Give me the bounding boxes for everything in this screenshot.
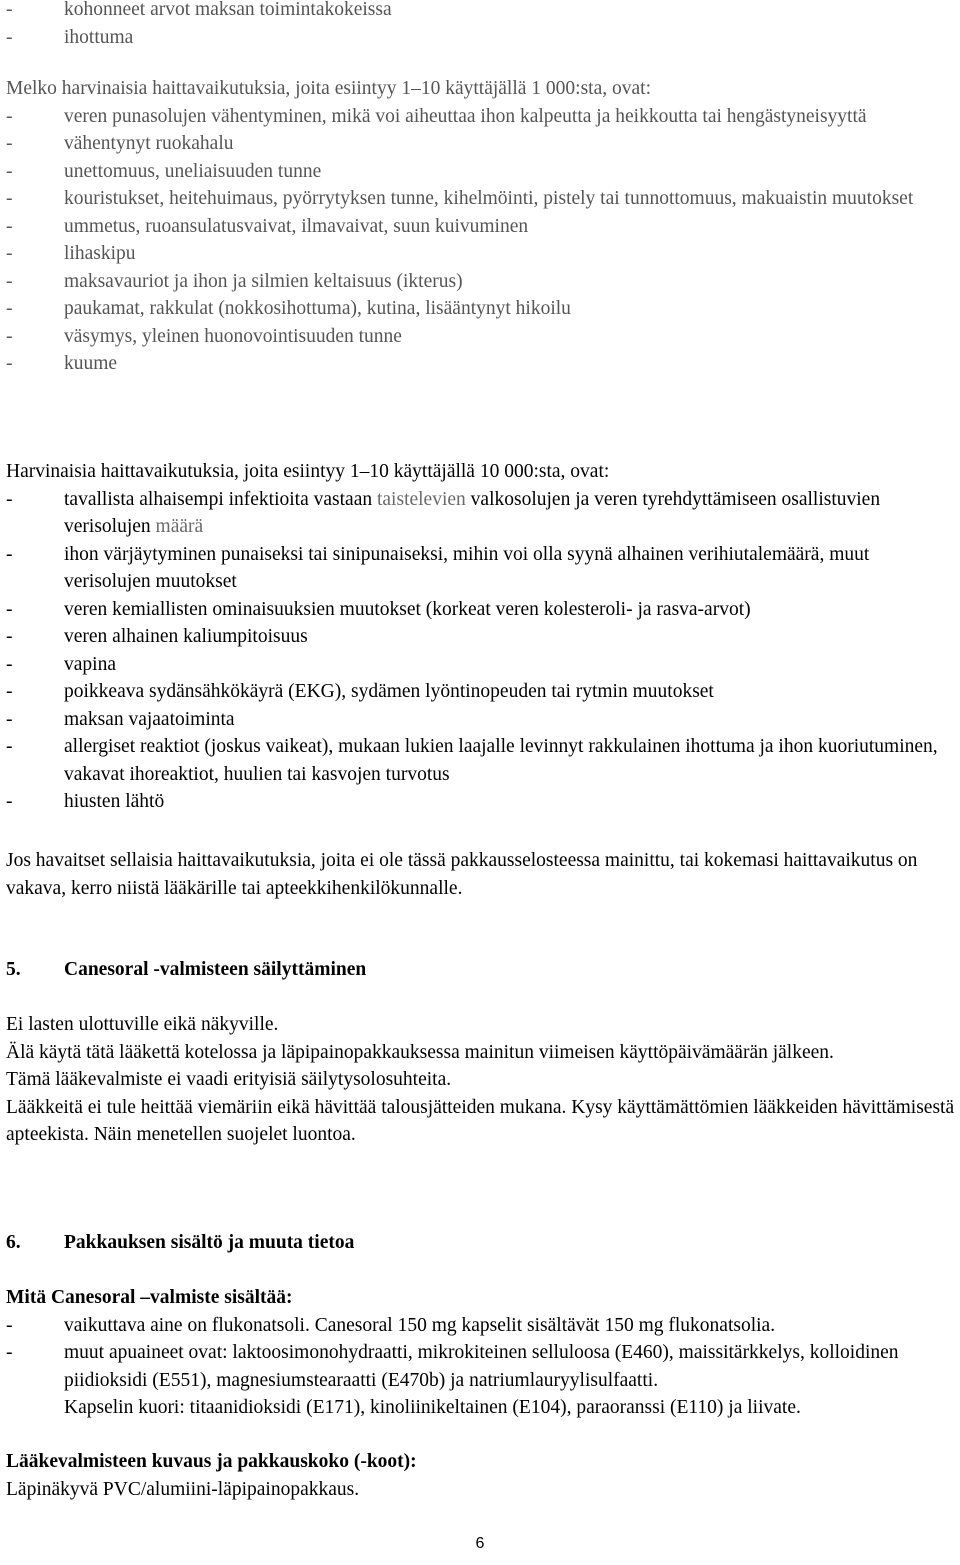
storage-line: Tämä lääkevalmiste ei vaadi erityisiä säilytysolosuhteita. [6, 1069, 452, 1090]
list-item: - maksan vajaatoiminta [6, 706, 956, 734]
list-item: - poikkeava sydänsähkökäyrä (EKG), sydämen lyöntinopeuden tai rytmin muutokset [6, 678, 956, 706]
capsule-shell-text: Kapselin kuori: titaanidioksidi (E171), kinoliinikeltainen (E104), paraoranssi (E110) ja liivate. [64, 1397, 801, 1418]
rare-item-1-part-a: tavallista alhaisempi infektioita vastaan [64, 488, 377, 510]
rare-side-effects-section [6, 458, 956, 816]
rare-item-1-part-d: määrä [155, 516, 204, 537]
rare-intro: Harvinaisia haittavaikutuksia, joita esiintyy 1–10 käyttäjällä 10 000:sta, ovat: [6, 461, 610, 482]
rare-item-1-part-b: taistelevien [376, 488, 466, 510]
contents-heading: Mitä Canesoral –valmiste sisältää: [6, 1287, 293, 1308]
list-item: - veren punasolujen vähentyminen, mikä voi aiheuttaa ihon kalpeutta ja heikkoutta tai hengästyneisyyttä [6, 103, 956, 131]
top-side-effects-list [6, 0, 956, 51]
uncommon-intro: Melko harvinaisia haittavaikutuksia, joita esiintyy 1–10 käyttäjällä 1 000:sta, ovat: [6, 78, 651, 99]
section-5-title: Canesoral -valmisteen säilyttäminen [64, 959, 367, 980]
list-item: - veren alhainen kaliumpitoisuus [6, 623, 956, 651]
list-item: - muut apuaineet ovat: laktoosimonohydraatti, mikrokiteinen selluloosa (E460), maissitärkkelys, kolloidinen piidioksidi (E551), magnesiumstearaatti (E470b) ja natriumlauryylisulfaatti. [6, 1339, 956, 1394]
list-item: - vähentynyt ruokahalu [6, 130, 956, 158]
section-5-number: 5. [6, 959, 21, 980]
list-item: - ihottuma [6, 24, 956, 52]
list-item: - kuume [6, 350, 956, 378]
section-6-title: Pakkauksen sisältö ja muuta tietoa [64, 1232, 355, 1253]
list-item: - hiusten lähtö [6, 788, 956, 816]
rare-item-1-part-c: valkosolujen ja veren tyrehdyttämiseen osallistuvien verisolujen [64, 488, 881, 537]
report-text: Jos havaitset sellaisia haittavaikutuksia, joita ei ole tässä pakkausselosteessa mainittu, tai kokemasi haittavaikutus on vakava, kerro niistä lääkärille tai apteekkihenkilökunnalle. [6, 850, 918, 899]
list-item: - vaikuttava aine on flukonatsoli. Canesoral 150 mg kapselit sisältävät 150 mg flukonatsolia. [6, 1312, 956, 1340]
list-item: - kouristukset, heitehuimaus, pyörrytyksen tunne, kihelmöinti, pistely tai tunnottomuus, makuaistin muutokset [6, 185, 956, 213]
storage-line: Älä käytä tätä lääkettä kotelossa ja läpipainopakkauksessa mainitun viimeisen käyttöpäivämäärän jälkeen. [6, 1041, 834, 1063]
list-item: - ihon värjäytyminen punaiseksi tai sinipunaiseksi, mihin voi olla syynä alhainen verihiutalemäärä, muut verisolujen muutokset [6, 541, 956, 596]
list-item: - unettomuus, uneliaisuuden tunne [6, 158, 956, 186]
list-item: - kohonneet arvot maksan toimintakokeissa [6, 0, 956, 24]
package-text: Läpinäkyvä PVC/alumiini-läpipainopakkaus. [6, 1478, 360, 1500]
list-item: - ummetus, ruoansulatusvaivat, ilmavaivat, suun kuivuminen [6, 213, 956, 241]
package-section [6, 1448, 956, 1503]
section-6-heading [6, 1229, 956, 1257]
list-item: - allergiset reaktiot (joskus vaikeat), mukaan lukien laajalle levinnyt rakkulainen ihottuma ja ihon kuoriutuminen, vakavat ihoreaktiot, huulien tai kasvojen turvotus [6, 733, 956, 788]
section-5-heading [6, 956, 956, 984]
storage-line: Ei lasten ulottuville eikä näkyville. [6, 1014, 279, 1035]
package-heading: Lääkevalmisteen kuvaus ja pakkauskoko (-koot): [6, 1451, 417, 1472]
section-6-number: 6. [6, 1232, 21, 1253]
uncommon-side-effects-section [6, 75, 956, 378]
contents-section [6, 1284, 956, 1422]
report-paragraph [6, 847, 956, 902]
storage-line: Lääkkeitä ei tule heittää viemäriin eikä hävittää talousjätteiden mukana. Kysy käyttämättömien lääkkeiden hävittämisestä apteekista. Näin menetellen suojelet luontoa. [6, 1096, 955, 1145]
list-item [6, 486, 956, 541]
section-5-body [6, 1011, 956, 1149]
list-item: - veren kemiallisten ominaisuuksien muutokset (korkeat veren kolesteroli- ja rasva-arvot) [6, 596, 956, 624]
list-item: - lihaskipu [6, 240, 956, 268]
list-item: - maksavauriot ja ihon ja silmien keltaisuus (ikterus) [6, 268, 956, 296]
page-number: 6 [475, 1535, 485, 1552]
list-item: - vapina [6, 651, 956, 679]
list-item: - paukamat, rakkulat (nokkosihottuma), kutina, lisääntynyt hikoilu [6, 295, 956, 323]
list-item: - väsymys, yleinen huonovointisuuden tunne [6, 323, 956, 351]
